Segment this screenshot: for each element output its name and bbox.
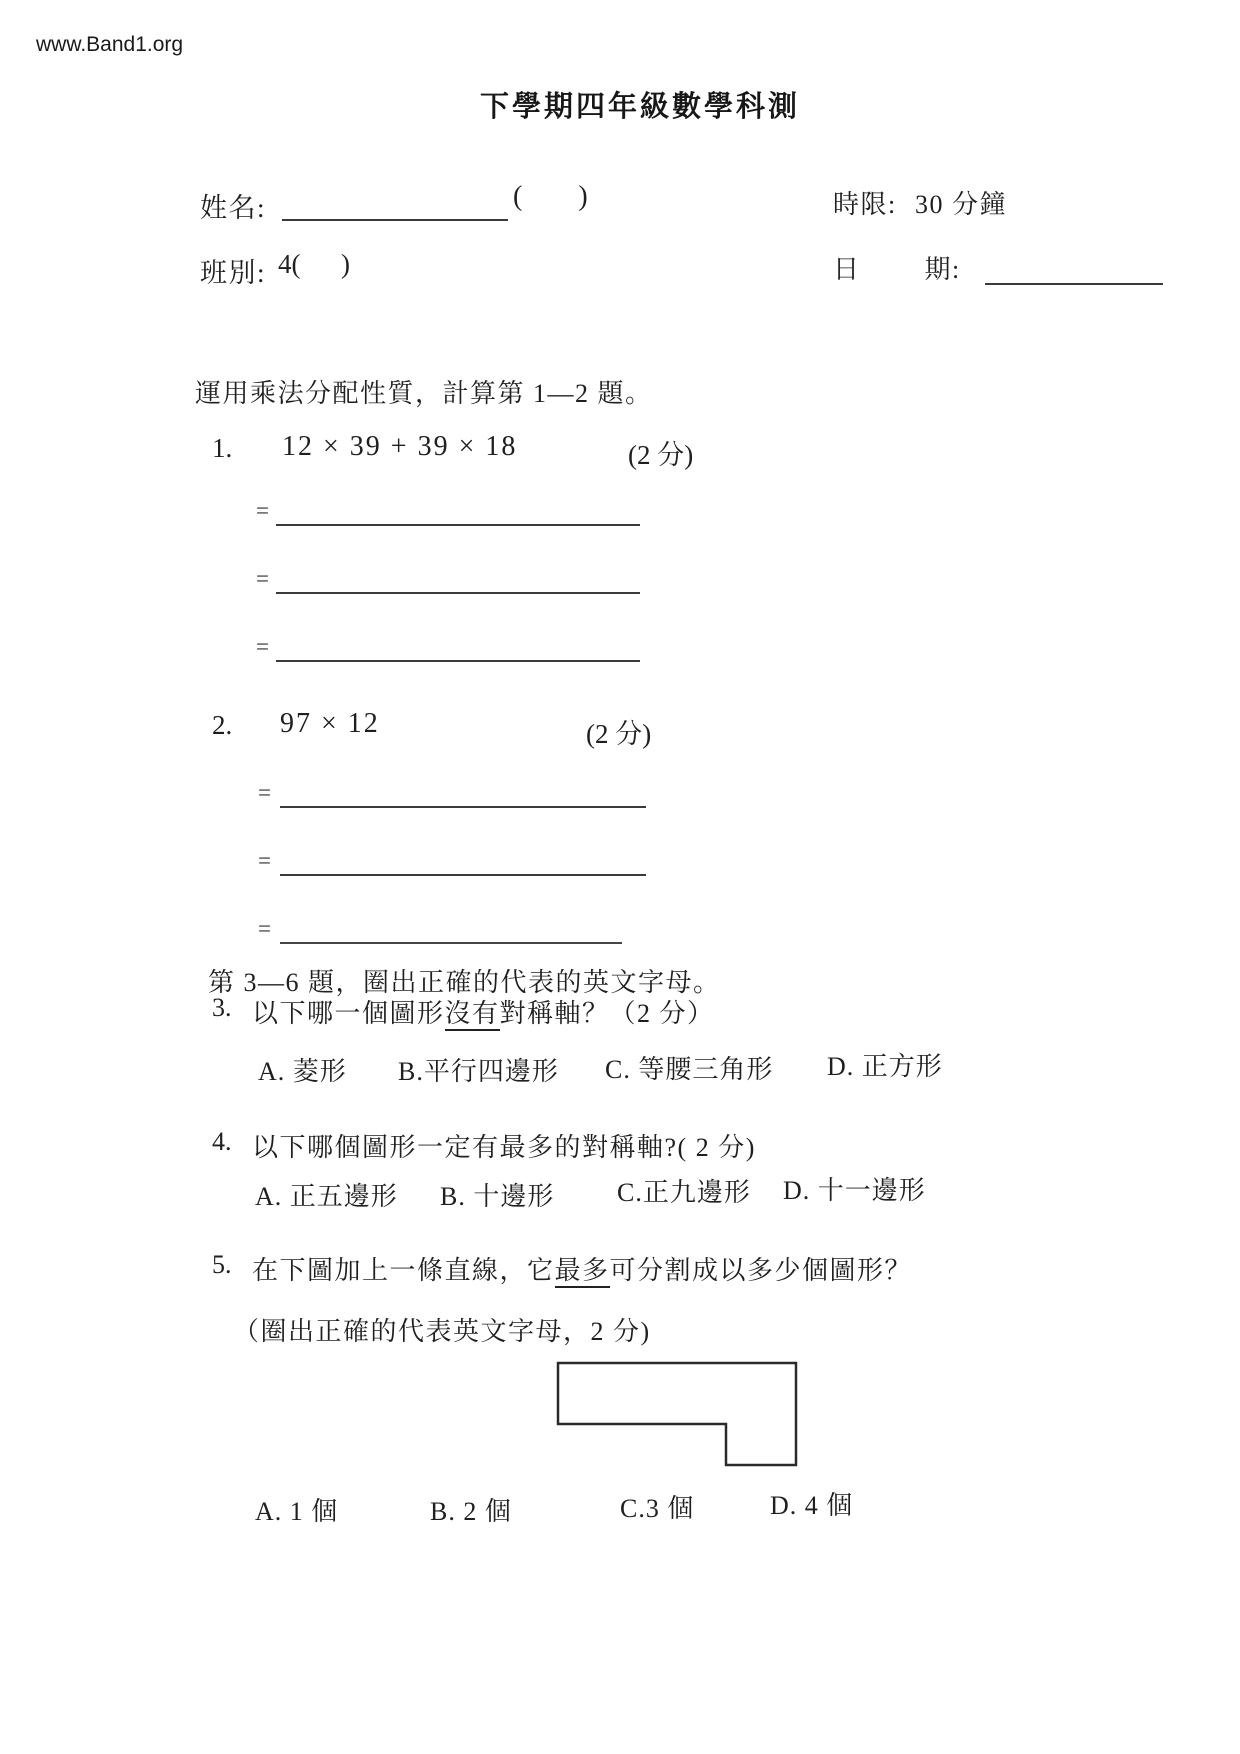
class-label: 班別: [200,258,267,288]
time-limit-value: 30 分鐘 [915,190,1008,219]
q1-equals-sign: = [256,498,268,523]
name-label: 姓名: [200,193,267,223]
q3-stem [252,993,715,1030]
watermark-url: www.Band1.org [36,33,184,56]
q4-number: 4. [212,1127,232,1156]
q3-option-d: D. 正方形 [827,1052,943,1081]
date-label: 日 期: [833,255,961,284]
class-value: 4( ) [278,249,350,279]
q3-number: 3. [212,993,232,1022]
q2-marks: (2 分) [586,719,652,749]
q3-stem-post: 對稱軸？（2 分） [499,999,715,1028]
q4-option-c: C.正九邊形 [617,1178,751,1207]
q5-option-c: C.3 個 [620,1494,695,1523]
q1-number: 1. [212,433,233,463]
q3-stem-underlined-word: 沒有 [445,999,500,1031]
q5-stem-underlined-word: 最多 [555,1256,610,1288]
page-title: 下學期四年級數學科測 [480,91,801,123]
name-underline [282,219,508,221]
q1-equals-sign: = [256,634,268,659]
q1-answer-line [276,592,640,594]
section1-instruction: 運用乘法分配性質，計算第 1—2 題。 [195,379,653,408]
q2-equals-sign: = [258,848,270,873]
q1-answer-line [276,660,640,662]
q5-sub-instruction: （圈出正確的代表英文字母，2 分) [233,1317,651,1346]
date-underline [985,283,1163,285]
section2-instruction: 第 3—6 題，圈出正確的代表的英文字母。 [208,968,721,997]
q5-option-a: A. 1 個 [255,1497,339,1526]
q3-option-c: C. 等腰三角形 [605,1055,774,1084]
q1-equals-sign: = [256,566,268,591]
q2-equals-sign: = [258,780,270,805]
q2-answer-line [280,942,622,944]
q3-option-b: B.平行四邊形 [398,1057,559,1086]
q2-equals-sign: = [258,916,270,941]
q2-answer-line [280,806,646,808]
q5-stem-pre: 在下圖加上一條直線，它 [252,1256,555,1285]
q4-option-d: D. 十一邊形 [783,1176,926,1205]
q4-option-b: B. 十邊形 [440,1182,555,1211]
q5-option-b: B. 2 個 [430,1497,512,1526]
q2-expression: 97 × 12 [280,708,380,739]
q5-stem [252,1250,912,1287]
l-shape-figure [556,1360,798,1468]
q2-answer-line [280,874,646,876]
q3-option-a: A. 菱形 [258,1057,347,1086]
q4-option-a: A. 正五邊形 [255,1182,398,1211]
name-class-paren: ( ) [513,181,588,212]
q2-number: 2. [212,710,233,740]
q4-stem: 以下哪個圖形一定有最多的對稱軸?( 2 分) [252,1133,756,1162]
q1-answer-line [276,524,640,526]
q5-option-d: D. 4 個 [770,1491,854,1520]
q5-number: 5. [212,1250,232,1279]
q1-expression: 12 × 39 + 39 × 18 [282,431,518,462]
q3-stem-pre: 以下哪一個圖形 [252,999,445,1028]
q5-stem-post: 可分割成以多少個圖形？ [609,1256,913,1285]
q1-marks: (2 分) [628,440,694,470]
time-limit-label: 時限: [833,190,897,219]
